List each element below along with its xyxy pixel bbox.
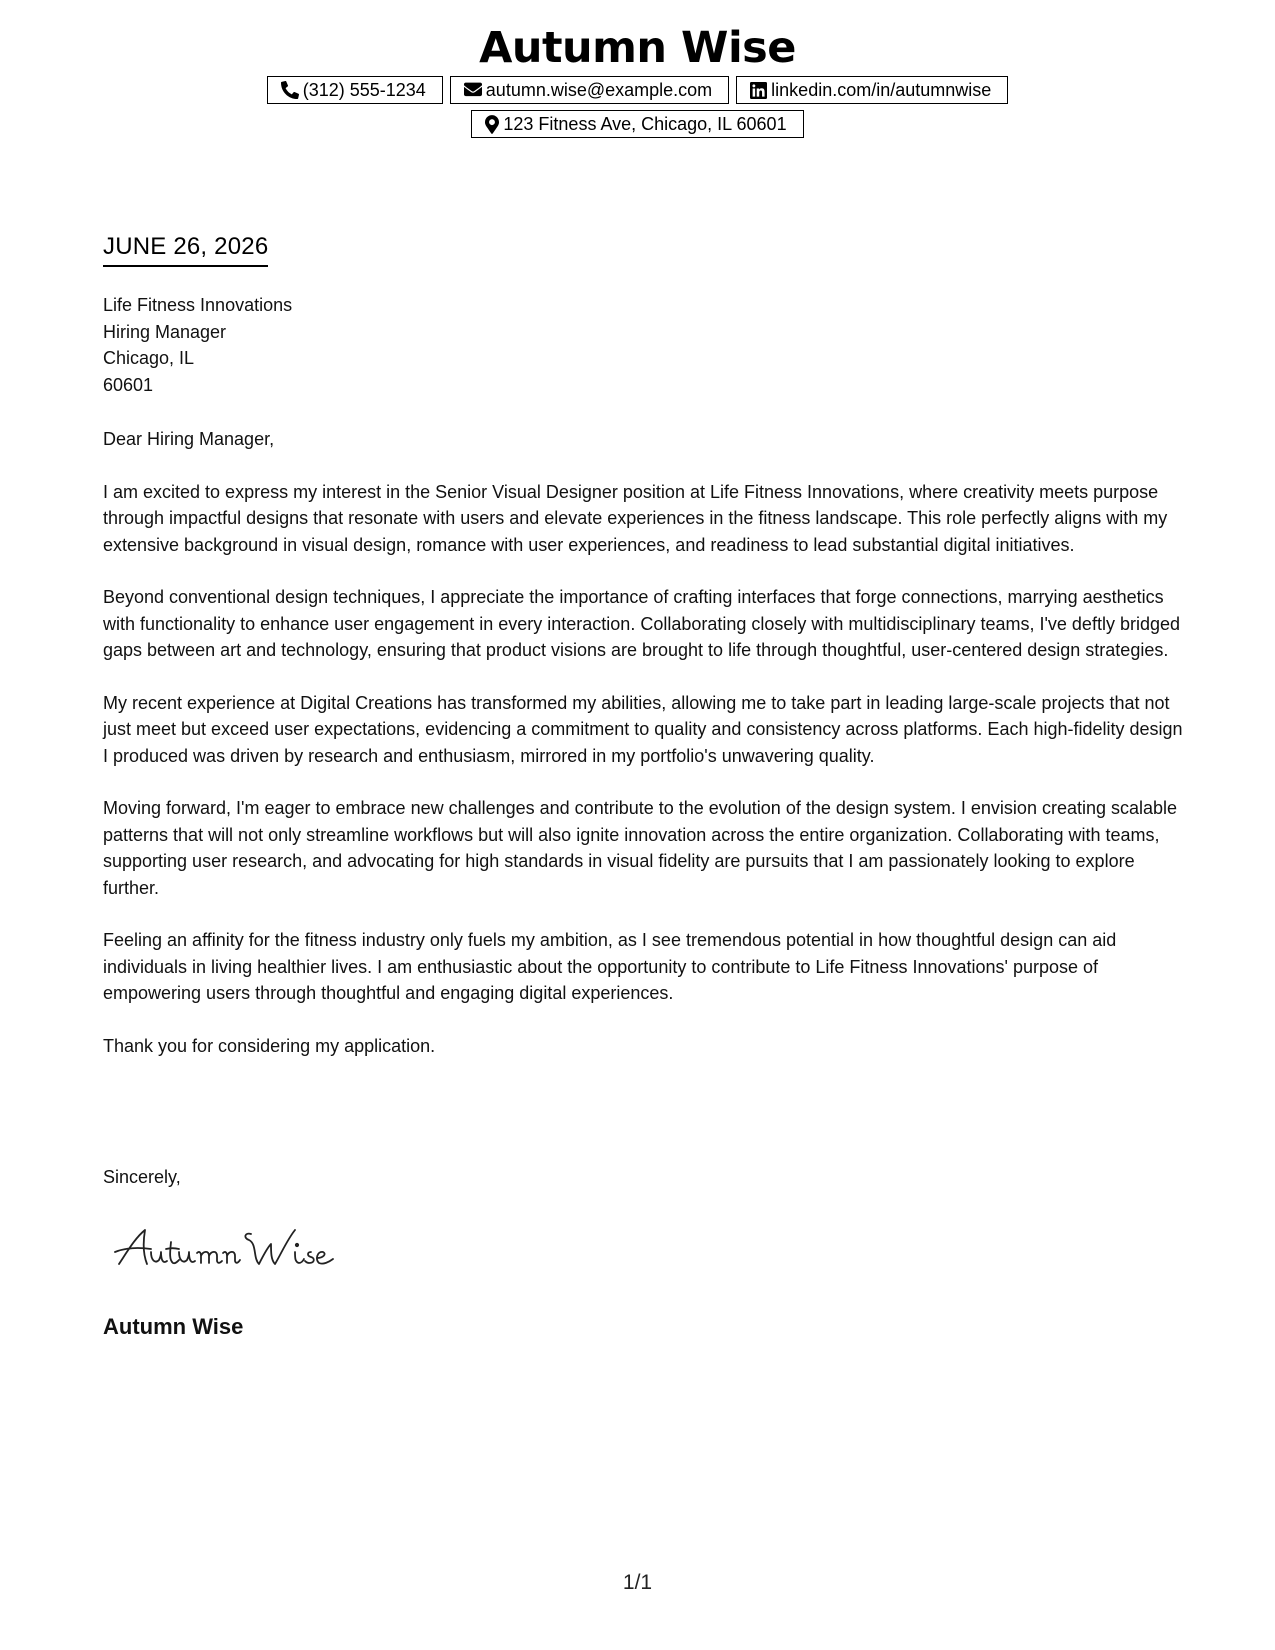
email-text: autumn.wise@example.com bbox=[485, 79, 713, 100]
paragraph: Feeling an affinity for the fitness industry only fuels my ambition, as I see tremendous potential in how thoughtful design can aid individuals in living healthier lives. I am enthusiastic about the opportunity to contribute to Life Fitness Innovations' purpose of empowering users through thoughtful and engaging digital experiences. bbox=[103, 930, 1117, 1003]
linkedin-text: linkedin.com/in/autumnwise bbox=[771, 79, 992, 100]
paragraph: I am excited to express my interest in the Senior Visual Designer position at Life Fitness Innovations, where creativity meets purpose through impactful designs that resonate with users and elevate experiences in the fitness landscape. This role perfectly aligns with my extensive background in visual design, romance with user experiences, and readiness to lead substantial digital initiatives. bbox=[103, 481, 1168, 555]
letter-header bbox=[0, 20, 1275, 138]
handwritten-signature bbox=[113, 1222, 353, 1274]
email-chip bbox=[450, 76, 729, 104]
map-marker-icon bbox=[485, 115, 499, 134]
letter-body bbox=[103, 426, 1183, 1085]
recipient-block bbox=[103, 292, 292, 398]
phone-text: (312) 555-1234 bbox=[302, 79, 426, 100]
paragraph: My recent experience at Digital Creations has transformed my abilities, allowing me to take part in leading large-scale projects that not just meet but exceed user expectations, evidencing a commitment to quality and consistency across platforms. Each high-fidelity design I produced was driven by research and enthusiasm, mirrored in my portfolio's unwavering quality. bbox=[103, 692, 1183, 766]
recipient-zip: 60601 bbox=[103, 374, 154, 395]
applicant-name: Autumn Wise bbox=[479, 23, 796, 73]
phone-chip bbox=[267, 76, 443, 104]
thank-you-line: Thank you for considering my application. bbox=[103, 1035, 436, 1056]
address-row bbox=[0, 110, 1275, 138]
signer-name: Autumn Wise bbox=[103, 1314, 244, 1339]
contact-row bbox=[0, 76, 1275, 104]
recipient-city: Chicago, IL bbox=[103, 348, 195, 368]
address-chip bbox=[471, 110, 803, 138]
address-text: 123 Fitness Ave, Chicago, IL 60601 bbox=[503, 113, 787, 134]
page-number: 1/1 bbox=[622, 1571, 653, 1594]
paragraph: Moving forward, I'm eager to embrace new challenges and contribute to the evolution of the design system. I envision creating scalable patterns that will not only streamline workflows but will also ignite innovation across the entire organization. Collaborating with teams, supporting user research, and advocating for high standards in visual fidelity are pursuits that I am passionately looking to explore further. bbox=[103, 798, 1178, 898]
recipient-contact: Hiring Manager bbox=[103, 321, 227, 342]
phone-icon bbox=[281, 81, 299, 99]
recipient-company: Life Fitness Innovations bbox=[103, 295, 293, 315]
salutation: Dear Hiring Manager, bbox=[103, 429, 275, 449]
paragraph: Beyond conventional design techniques, I appreciate the importance of crafting interfaces that forge connections, marrying aesthetics with functionality to enhance user engagement in every interaction. Collaborating closely with multidisciplinary teams, I've deftly bridged gaps between art and technology, ensuring that product visions are brought to life through thoughtful, user-centered design strategies. bbox=[103, 587, 1180, 660]
linkedin-chip bbox=[736, 76, 1008, 104]
linkedin-icon bbox=[750, 82, 767, 99]
letter-date: JUNE 26, 2026 bbox=[103, 232, 268, 267]
envelope-icon bbox=[464, 82, 482, 98]
closing-line: Sincerely, bbox=[103, 1167, 181, 1187]
